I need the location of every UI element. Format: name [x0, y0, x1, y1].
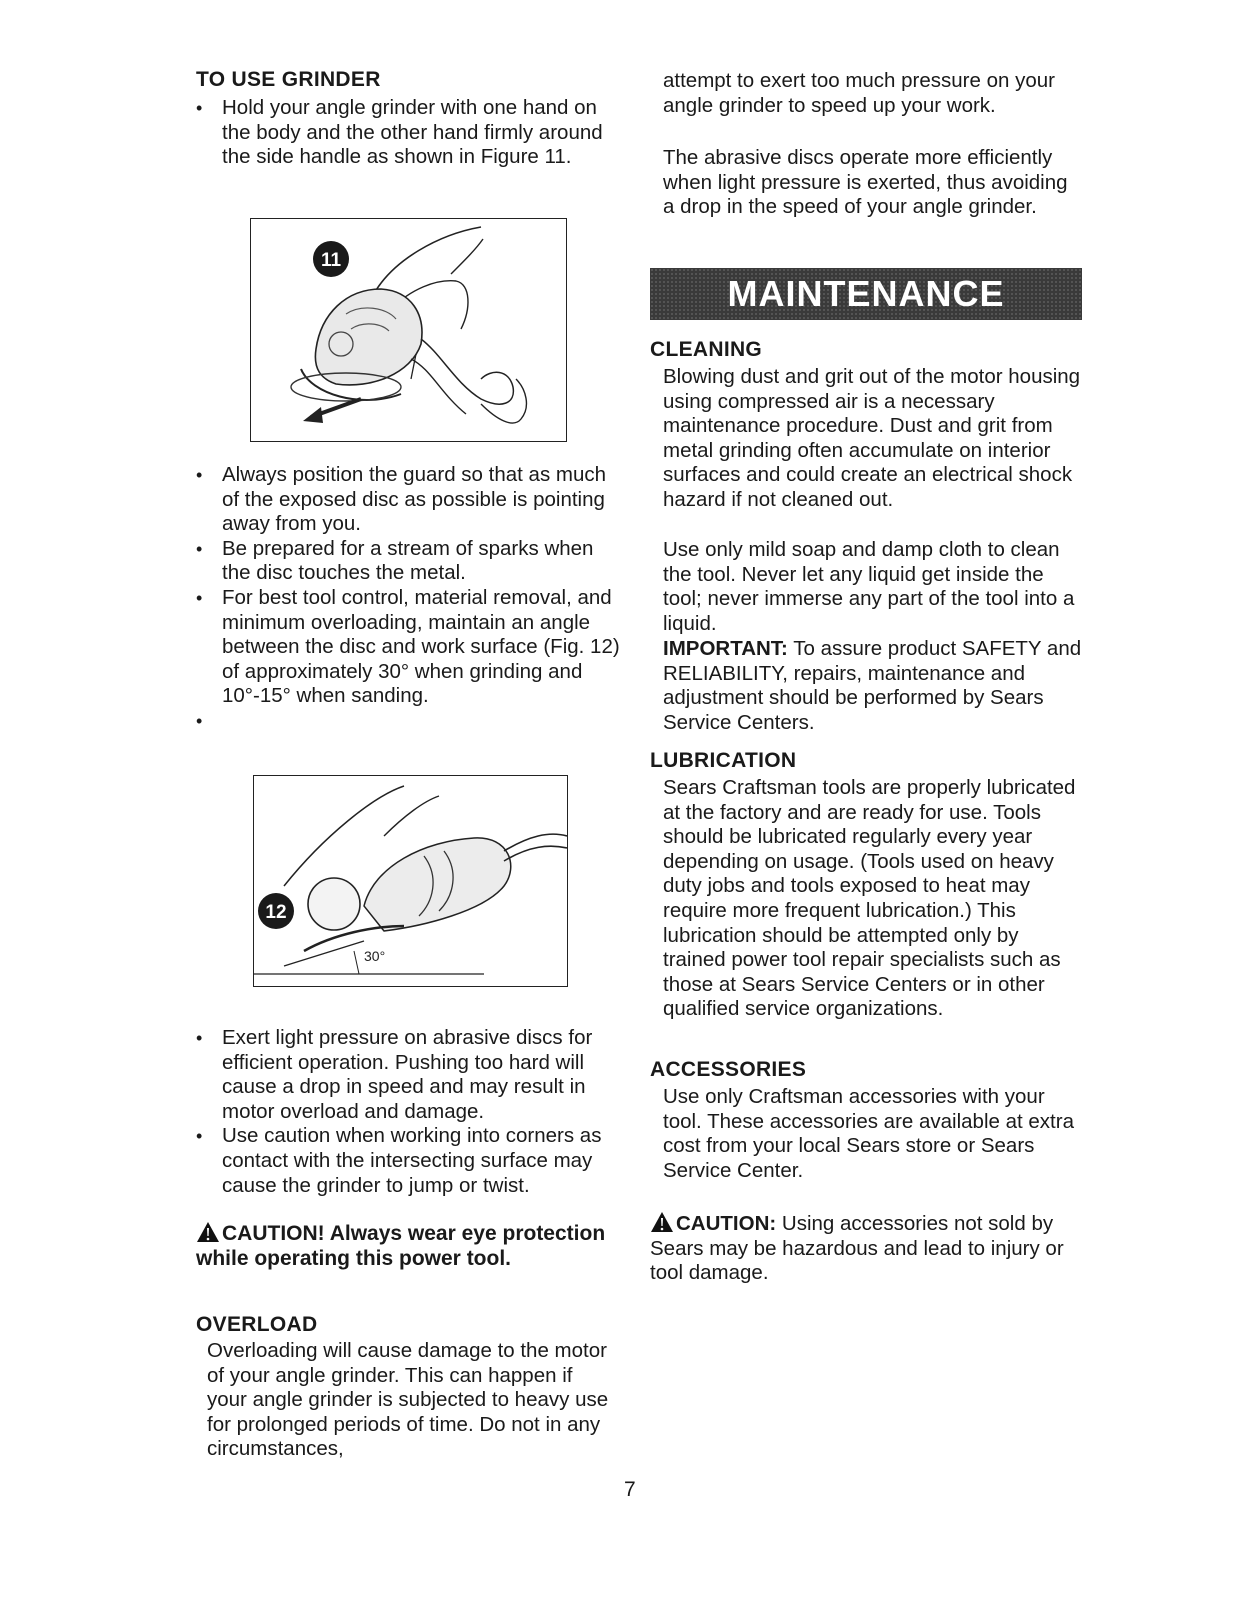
list-item: • Hold your angle grinder with one hand on the body and the other hand firmly around the side handle as shown in Figure 11. [196, 96, 616, 170]
accessories-heading: ACCESSORIES [650, 1058, 807, 1081]
list-item: • Always position the guard so that as much of the exposed disc as possible is pointing away from you. [196, 463, 626, 537]
list-item: • Use caution when working into corners as contact with the intersecting surface may cause the grinder to jump or twist. [196, 1124, 626, 1198]
grinder-bullet-list-1 [196, 96, 616, 170]
to-use-grinder-heading: TO USE GRINDER [196, 68, 381, 91]
warning-triangle-icon [650, 1211, 674, 1233]
important-note [663, 637, 1083, 735]
grinder-bullet-list-2 [196, 463, 626, 733]
cleaning-text-2: Use only mild soap and damp cloth to clean the tool. Never let any liquid get inside the tool; never immerse any part of the tool into a liquid. [663, 538, 1075, 635]
maintenance-title: MAINTENANCE [727, 273, 1005, 314]
figure-11-grinder-handling [250, 218, 567, 442]
caution-text: CAUTION! Always wear eye protection while operating this power tool. [196, 1222, 606, 1270]
warning-triangle-icon [196, 1221, 220, 1243]
maintenance-banner [650, 268, 1082, 320]
important-text: To assure product SAFETY and RELIABILITY, repairs, maintenance and adjustment should be performed by Sears Service Centers. [663, 637, 1082, 734]
list-item [196, 709, 626, 733]
figure-12-badge: 12 [265, 902, 287, 923]
overload-text: Overloading will cause damage to the motor of your angle grinder. This can happen if your angle grinder is subjected to heavy use for prolonged periods of time. Do not in any circumstances, [207, 1339, 609, 1461]
figure-12-grinding-angle [253, 775, 568, 987]
grinder-hands-illustration [251, 219, 566, 441]
cleaning-text-1: Blowing dust and grit out of the motor housing using compressed air is a necessary maintenance procedure. Dust and grit from metal grinding often accumulate on interior surfaces and could create an electrical shock hazard if not cleaned out. [663, 365, 1081, 511]
eye-protection-caution [196, 1221, 606, 1271]
grinding-angle-illustration [254, 776, 567, 986]
accessories-text: Use only Craftsman accessories with your tool. These accessories are available at extra cost from your local Sears store or Sears Service Center. [663, 1085, 1074, 1182]
accessories-caution [650, 1211, 1080, 1286]
grinder-bullet-list-3 [196, 1026, 626, 1198]
continued-text-2: The abrasive discs operate more efficiently when light pressure is exerted, thus avoiding a drop in the speed of your angle grinder. [663, 146, 1068, 219]
list-item: • For best tool control, material removal, and minimum overloading, maintain an angle between the disc and work surface (Fig. 12) of approximately 30° when grinding and 10°-15° when sanding. [196, 586, 626, 709]
figure-11-badge: 11 [320, 250, 342, 271]
cleaning-heading: CLEANING [650, 338, 763, 361]
lubrication-text: Sears Craftsman tools are properly lubricated at the factory and are ready for use. Tools should be lubricated regularly every year depending on usage. (Tools used on heavy duty jobs and tools exposed to heat may require more frequent lubrication.) This lubrication should be attempted only by trained power tool repair specialists such as those at Sears Service Centers or in other qualified service organizations. [663, 776, 1076, 1021]
caution-text: Using accessories not sold by Sears may be hazardous and lead to injury or tool damage. [650, 1212, 1064, 1285]
caution-label: CAUTION: [676, 1212, 777, 1235]
lubrication-heading: LUBRICATION [650, 749, 797, 772]
continued-text-1: attempt to exert too much pressure on your angle grinder to speed up your work. [663, 69, 1055, 117]
overload-heading: OVERLOAD [196, 1313, 318, 1336]
list-item: • Exert light pressure on abrasive discs for efficient operation. Pushing too hard will cause a drop in speed and may result in motor overload and damage. [196, 1026, 626, 1124]
list-item: • Be prepared for a stream of sparks when the disc touches the metal. [196, 537, 626, 586]
angle-label: 30° [364, 948, 386, 964]
page-number: 7 [624, 1478, 636, 1501]
important-label: IMPORTANT: [663, 637, 788, 660]
